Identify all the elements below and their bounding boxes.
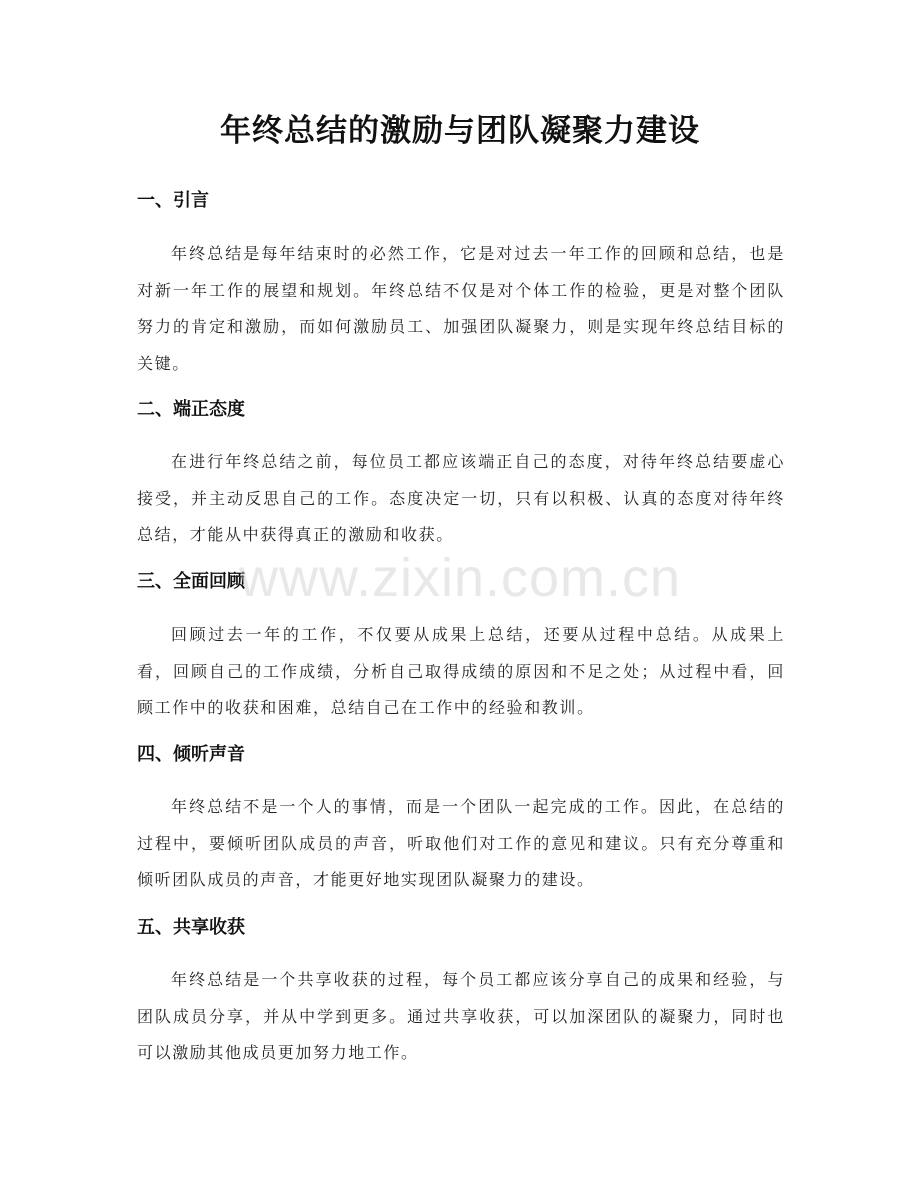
section-heading-listening: 四、倾听声音 [137, 744, 245, 765]
watermark-text: www.zixin.com.cn [238, 548, 682, 608]
section-heading-sharing: 五、共享收获 [137, 917, 245, 938]
section-body-attitude: 在进行年终总结之前，每位员工都应该端正自己的态度，对待年终总结要虚心接受，并主动反思自己的工作。态度决定一切，只有以积极、认真的态度对待年终总结，才能从中获得真正的激励和收获。 [137, 452, 785, 544]
document-title: 年终总结的激励与团队凝聚力建设 [220, 113, 700, 149]
section-heading-introduction: 一、引言 [137, 190, 209, 211]
section-heading-review: 三、全面回顾 [137, 571, 245, 592]
section-body-listening: 年终总结不是一个人的事情，而是一个团队一起完成的工作。因此，在总结的过程中，要倾听团队成员的声音，听取他们对工作的意见和建议。只有充分尊重和倾听团队成员的声音，才能更好地实现团队凝聚力的建设。 [137, 797, 785, 889]
section-body-sharing: 年终总结是一个共享收获的过程，每个员工都应该分享自己的成果和经验，与团队成员分享，并从中学到更多。通过共享收获，可以加深团队的凝聚力，同时也可以激励其他成员更加努力地工作。 [137, 970, 785, 1062]
section-body-review: 回顾过去一年的工作，不仅要从成果上总结，还要从过程中总结。从成果上看，回顾自己的工作成绩，分析自己取得成绩的原因和不足之处；从过程中看，回顾工作中的收获和困难，总结自己在工作中的经验和教训。 [137, 625, 785, 717]
section-heading-attitude: 二、端正态度 [137, 399, 245, 420]
section-body-introduction: 年终总结是每年结束时的必然工作，它是对过去一年工作的回顾和总结，也是对新一年工作的展望和规划。年终总结不仅是对个体工作的检验，更是对整个团队努力的肯定和激励，而如何激励员工、加强团队凝聚力，则是实现年终总结目标的关键。 [137, 244, 785, 373]
